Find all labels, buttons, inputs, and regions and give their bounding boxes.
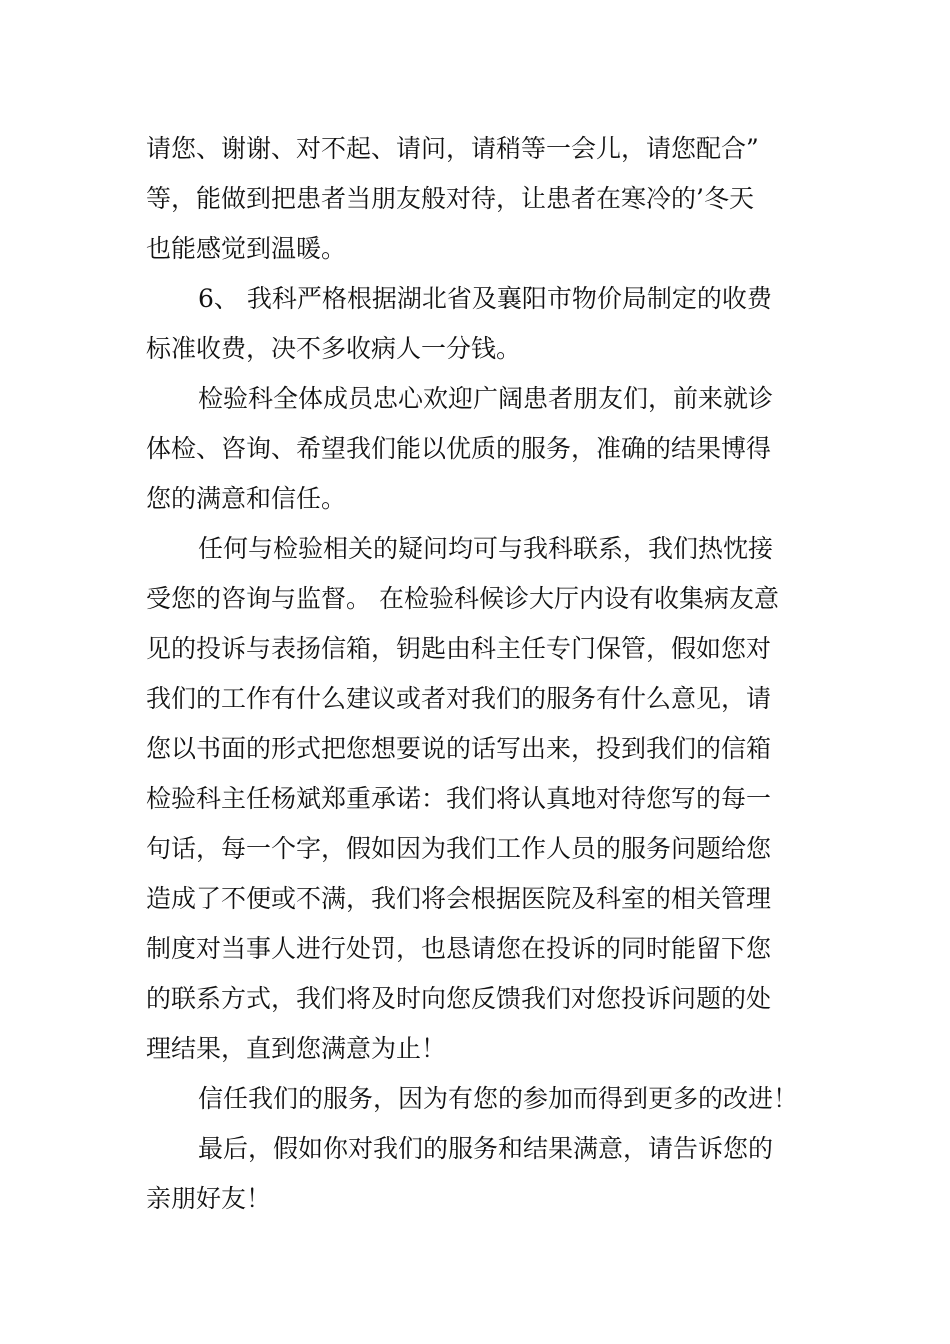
paragraph-line: 体检、咨询、希望我们能以优质的服务，准确的结果博得 (146, 434, 772, 463)
paragraph-line: 造成了不便或不满，我们将会根据医院及科室的相关管理 (146, 884, 772, 913)
paragraph-line: 受您的咨询与监督。 在检验科候诊大厅内设有收集病友意 (146, 584, 779, 613)
paragraph-line: 见的投诉与表扬信箱，钥匙由科主任专门保管，假如您对 (146, 634, 772, 663)
paragraph-line: 最后，假如你对我们的服务和结果满意，请告诉您的 (198, 1134, 774, 1163)
paragraph-fee-standard (146, 274, 808, 374)
paragraph-line: 句话，每一个字，假如因为我们工作人员的服务问题给您 (146, 834, 772, 863)
paragraph-line: 我们的工作有什么建议或者对我们的服务有什么意见，请 (146, 684, 772, 713)
paragraph-line: 6、 我科严格根据湖北省及襄阳市物价局制定的收费 (198, 284, 772, 313)
paragraph-trust (146, 1074, 808, 1124)
paragraph-closing (146, 1124, 808, 1224)
paragraph-line: 标准收费，决不多收病人一分钱。 (146, 334, 522, 363)
paragraph-line: 亲朋好友！ (146, 1184, 272, 1213)
paragraph-welcome (146, 374, 808, 524)
paragraph-line: 任何与检验相关的疑问均可与我科联系，我们热忱接 (198, 534, 774, 563)
paragraph-line: 检验科主任杨斌郑重承诺：我们将认真地对待您写的每一 (146, 784, 772, 813)
paragraph-courtesy (146, 124, 808, 274)
paragraph-line: 制度对当事人进行处罚，也恳请您在投诉的同时能留下您 (146, 934, 772, 963)
paragraph-line: 也能感觉到温暖。 (146, 234, 347, 263)
paragraph-line: 您的满意和信任。 (146, 484, 347, 513)
paragraph-line: 等，能做到把患者当朋友般对待，让患者在寒冷的’冬天 (146, 184, 754, 213)
paragraph-line: 信任我们的服务，因为有您的参加而得到更多的改进！ (198, 1084, 799, 1113)
paragraph-line: 您以书面的形式把您想要说的话写出来，投到我们的信箱 (146, 734, 772, 763)
paragraph-line: 检验科全体成员忠心欢迎广阔患者朋友们，前来就诊 (198, 384, 774, 413)
paragraph-line: 的联系方式，我们将及时向您反馈我们对您投诉问题的处 (146, 984, 772, 1013)
document-body (146, 124, 808, 1224)
paragraph-line: 请您、谢谢、对不起、请问，请稍等一会儿，请您配合” (146, 134, 759, 163)
paragraph-line: 理结果，直到您满意为止！ (146, 1034, 447, 1063)
paragraph-complaint (146, 524, 808, 1074)
